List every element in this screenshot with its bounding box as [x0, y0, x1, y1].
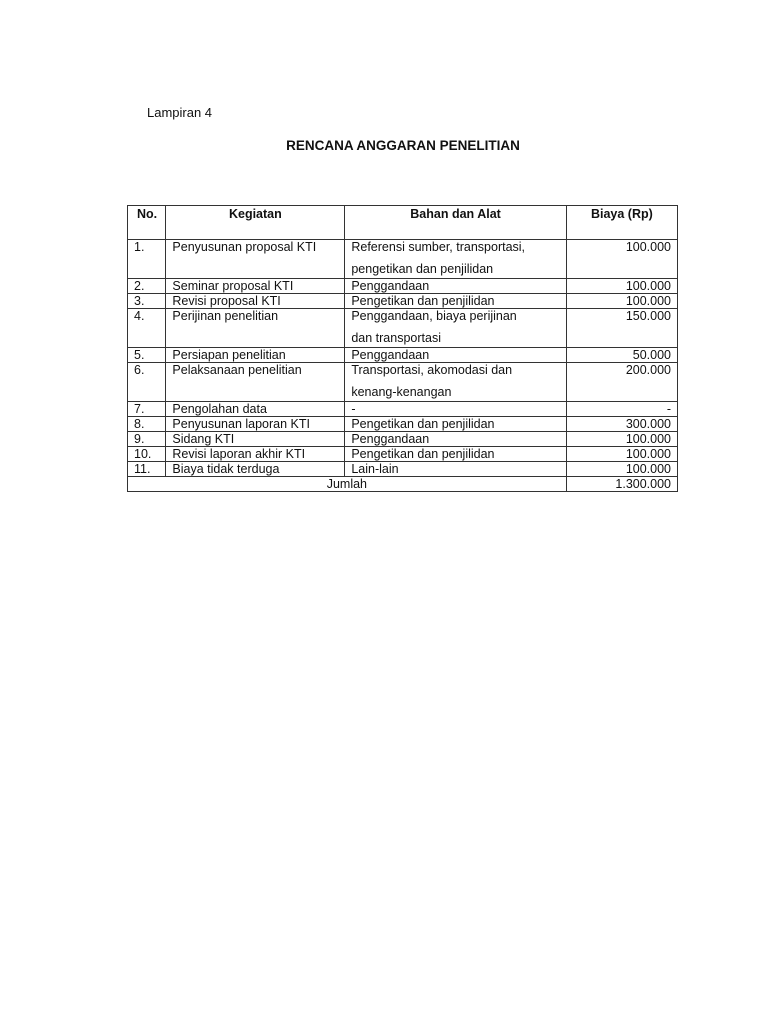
table-row: [128, 348, 678, 363]
cell-kegiatan: Perijinan penelitian: [166, 309, 345, 348]
cell-bahan-line: Transportasi, akomodasi dan: [351, 363, 513, 377]
cell-bahan-line: Pengetikan dan penjilidan: [351, 447, 495, 461]
cell-kegiatan: Penyusunan proposal KTI: [166, 240, 345, 279]
cell-no: 1.: [128, 240, 166, 279]
cell-bahan: [345, 348, 566, 363]
cell-kegiatan: Sidang KTI: [166, 432, 345, 447]
budget-table: [127, 205, 678, 492]
header-kegiatan: Kegiatan: [166, 206, 345, 240]
table-row: [128, 309, 678, 348]
cell-biaya: -: [566, 402, 677, 417]
attachment-label: Lampiran 4: [147, 105, 213, 120]
cell-biaya: 100.000: [566, 432, 677, 447]
cell-kegiatan: Persiapan penelitian: [166, 348, 345, 363]
cell-biaya: 100.000: [566, 462, 677, 477]
cell-kegiatan: Revisi proposal KTI: [166, 294, 345, 309]
table-row: [128, 363, 678, 402]
total-label: Jumlah: [128, 477, 567, 492]
cell-bahan: [345, 432, 566, 447]
document-title: RENCANA ANGGARAN PENELITIAN: [286, 138, 520, 153]
cell-bahan-line: dan transportasi: [351, 331, 441, 345]
cell-no: 11.: [128, 462, 166, 477]
cell-bahan-line: Pengetikan dan penjilidan: [351, 294, 495, 308]
cell-biaya: 200.000: [566, 363, 677, 402]
cell-bahan: [345, 447, 566, 462]
header-no: No.: [128, 206, 166, 240]
cell-bahan-line: kenang-kenangan: [351, 385, 452, 399]
cell-kegiatan: Pelaksanaan penelitian: [166, 363, 345, 402]
table-total-row: [128, 477, 678, 492]
cell-bahan-line: -: [351, 402, 356, 416]
table-row: [128, 447, 678, 462]
cell-biaya: 100.000: [566, 279, 677, 294]
header-bahan: Bahan dan Alat: [345, 206, 566, 240]
cell-kegiatan: Revisi laporan akhir KTI: [166, 447, 345, 462]
cell-bahan: [345, 402, 566, 417]
cell-no: 7.: [128, 402, 166, 417]
table-header-row: [128, 206, 678, 240]
cell-bahan: [345, 462, 566, 477]
cell-no: 9.: [128, 432, 166, 447]
table-row: [128, 240, 678, 279]
cell-no: 10.: [128, 447, 166, 462]
cell-biaya: 300.000: [566, 417, 677, 432]
cell-bahan: [345, 309, 566, 348]
cell-kegiatan: Pengolahan data: [166, 402, 345, 417]
cell-no: 5.: [128, 348, 166, 363]
cell-bahan-line: Referensi sumber, transportasi,: [351, 240, 526, 254]
cell-kegiatan: Seminar proposal KTI: [166, 279, 345, 294]
cell-bahan: [345, 363, 566, 402]
cell-bahan-line: Pengetikan dan penjilidan: [351, 417, 495, 431]
total-value: 1.300.000: [566, 477, 677, 492]
cell-bahan-line: Penggandaan: [351, 348, 430, 362]
table-row: [128, 417, 678, 432]
cell-bahan: [345, 294, 566, 309]
cell-bahan: [345, 417, 566, 432]
cell-no: 2.: [128, 279, 166, 294]
cell-no: 4.: [128, 309, 166, 348]
table-row: [128, 294, 678, 309]
cell-biaya: 100.000: [566, 294, 677, 309]
cell-no: 8.: [128, 417, 166, 432]
cell-biaya: 100.000: [566, 240, 677, 279]
cell-bahan-line: Lain-lain: [351, 462, 399, 476]
cell-kegiatan: Biaya tidak terduga: [166, 462, 345, 477]
cell-biaya: 100.000: [566, 447, 677, 462]
cell-bahan-line: Penggandaan, biaya perijinan: [351, 309, 517, 323]
cell-no: 6.: [128, 363, 166, 402]
cell-bahan-line: Penggandaan: [351, 432, 430, 446]
cell-bahan: [345, 279, 566, 294]
header-biaya: Biaya (Rp): [566, 206, 677, 240]
cell-biaya: 50.000: [566, 348, 677, 363]
cell-bahan: [345, 240, 566, 279]
table-body: [128, 240, 678, 492]
cell-kegiatan: Penyusunan laporan KTI: [166, 417, 345, 432]
table-row: [128, 279, 678, 294]
cell-bahan-line: Penggandaan: [351, 279, 430, 293]
table-row: [128, 402, 678, 417]
table-row: [128, 432, 678, 447]
table-row: [128, 462, 678, 477]
cell-no: 3.: [128, 294, 166, 309]
cell-biaya: 150.000: [566, 309, 677, 348]
cell-bahan-line: pengetikan dan penjilidan: [351, 262, 494, 276]
